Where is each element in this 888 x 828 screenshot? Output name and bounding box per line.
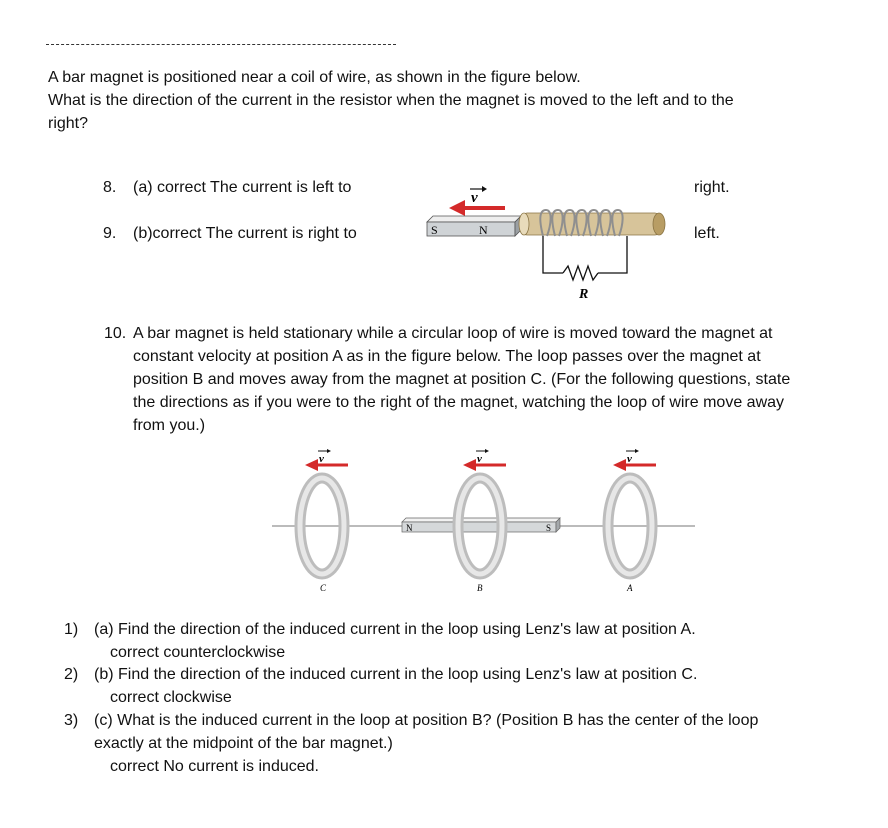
- long-bar-magnet: [402, 518, 560, 533]
- q10-line-3: position B and moves away from the magnet at position C. (For the following questions, state: [133, 371, 791, 388]
- magnet-coil-figure: [415, 180, 675, 305]
- dashed-separator: [46, 44, 396, 45]
- q10-number: 10.: [104, 325, 127, 342]
- answer-1-number: 1): [64, 621, 79, 638]
- answer-2-response: correct clockwise: [110, 689, 232, 706]
- q9-tail: left.: [694, 225, 720, 242]
- bar-magnet: [427, 216, 521, 237]
- magnet2-n-label: N: [406, 523, 413, 533]
- magnet-s-label: S: [431, 223, 438, 237]
- answer-1-question: (a) Find the direction of the induced current in the loop using Lenz's law at position A.: [94, 621, 696, 638]
- intro-line-3: right?: [48, 115, 89, 132]
- resistor-label: R: [579, 287, 589, 302]
- answer-3-response: correct No current is induced.: [110, 758, 319, 775]
- q10-line-1: A bar magnet is held stationary while a circular loop of wire is moved toward the magnet at: [133, 325, 773, 342]
- q8-number: 8.: [103, 179, 117, 196]
- answer-3-number: 3): [64, 712, 79, 729]
- answer-3-question-line-2: exactly at the midpoint of the bar magnet.): [94, 735, 393, 752]
- magnet-n-label: N: [479, 223, 488, 237]
- coil: [519, 210, 665, 236]
- velocity-label-c: v: [319, 453, 324, 465]
- intro-line-2: What is the direction of the current in the resistor when the magnet is moved to the left and to the: [48, 92, 734, 109]
- q10-line-4: the directions as if you were to the right of the magnet, watching the loop of wire move away: [133, 394, 785, 411]
- answer-2-number: 2): [64, 666, 79, 683]
- position-c-label: C: [320, 583, 327, 593]
- velocity-label: v: [471, 190, 478, 206]
- velocity-label-a: v: [627, 453, 632, 465]
- loop-position-a: [608, 449, 656, 593]
- q8-tail: right.: [694, 179, 730, 196]
- question-intro: [48, 66, 848, 135]
- position-b-label: B: [477, 583, 483, 593]
- loop-position-c: [300, 449, 348, 593]
- resistor-circuit: [543, 236, 627, 280]
- q9-number: 9.: [103, 225, 117, 242]
- answer-3-question-line-1: (c) What is the induced current in the loop at position B? (Position B has the center of the loop: [94, 712, 759, 729]
- loop-magnet-figure: [270, 440, 700, 598]
- q10-line-5: from you.): [133, 417, 206, 434]
- intro-line-1: A bar magnet is positioned near a coil of wire, as shown in the figure below.: [48, 69, 581, 86]
- q9-text: (b)correct The current is right to: [133, 225, 357, 242]
- magnet2-s-label: S: [546, 523, 552, 533]
- q10-line-2: constant velocity at position A as in the figure below. The loop passes over the magnet at: [133, 348, 761, 365]
- velocity-label-b: v: [477, 453, 482, 465]
- answer-1-response: correct counterclockwise: [110, 644, 286, 661]
- position-a-label: A: [627, 583, 633, 593]
- answer-2-question: (b) Find the direction of the induced current in the loop using Lenz's law at position C.: [94, 666, 698, 683]
- q8-text: (a) correct The current is left to: [133, 179, 352, 196]
